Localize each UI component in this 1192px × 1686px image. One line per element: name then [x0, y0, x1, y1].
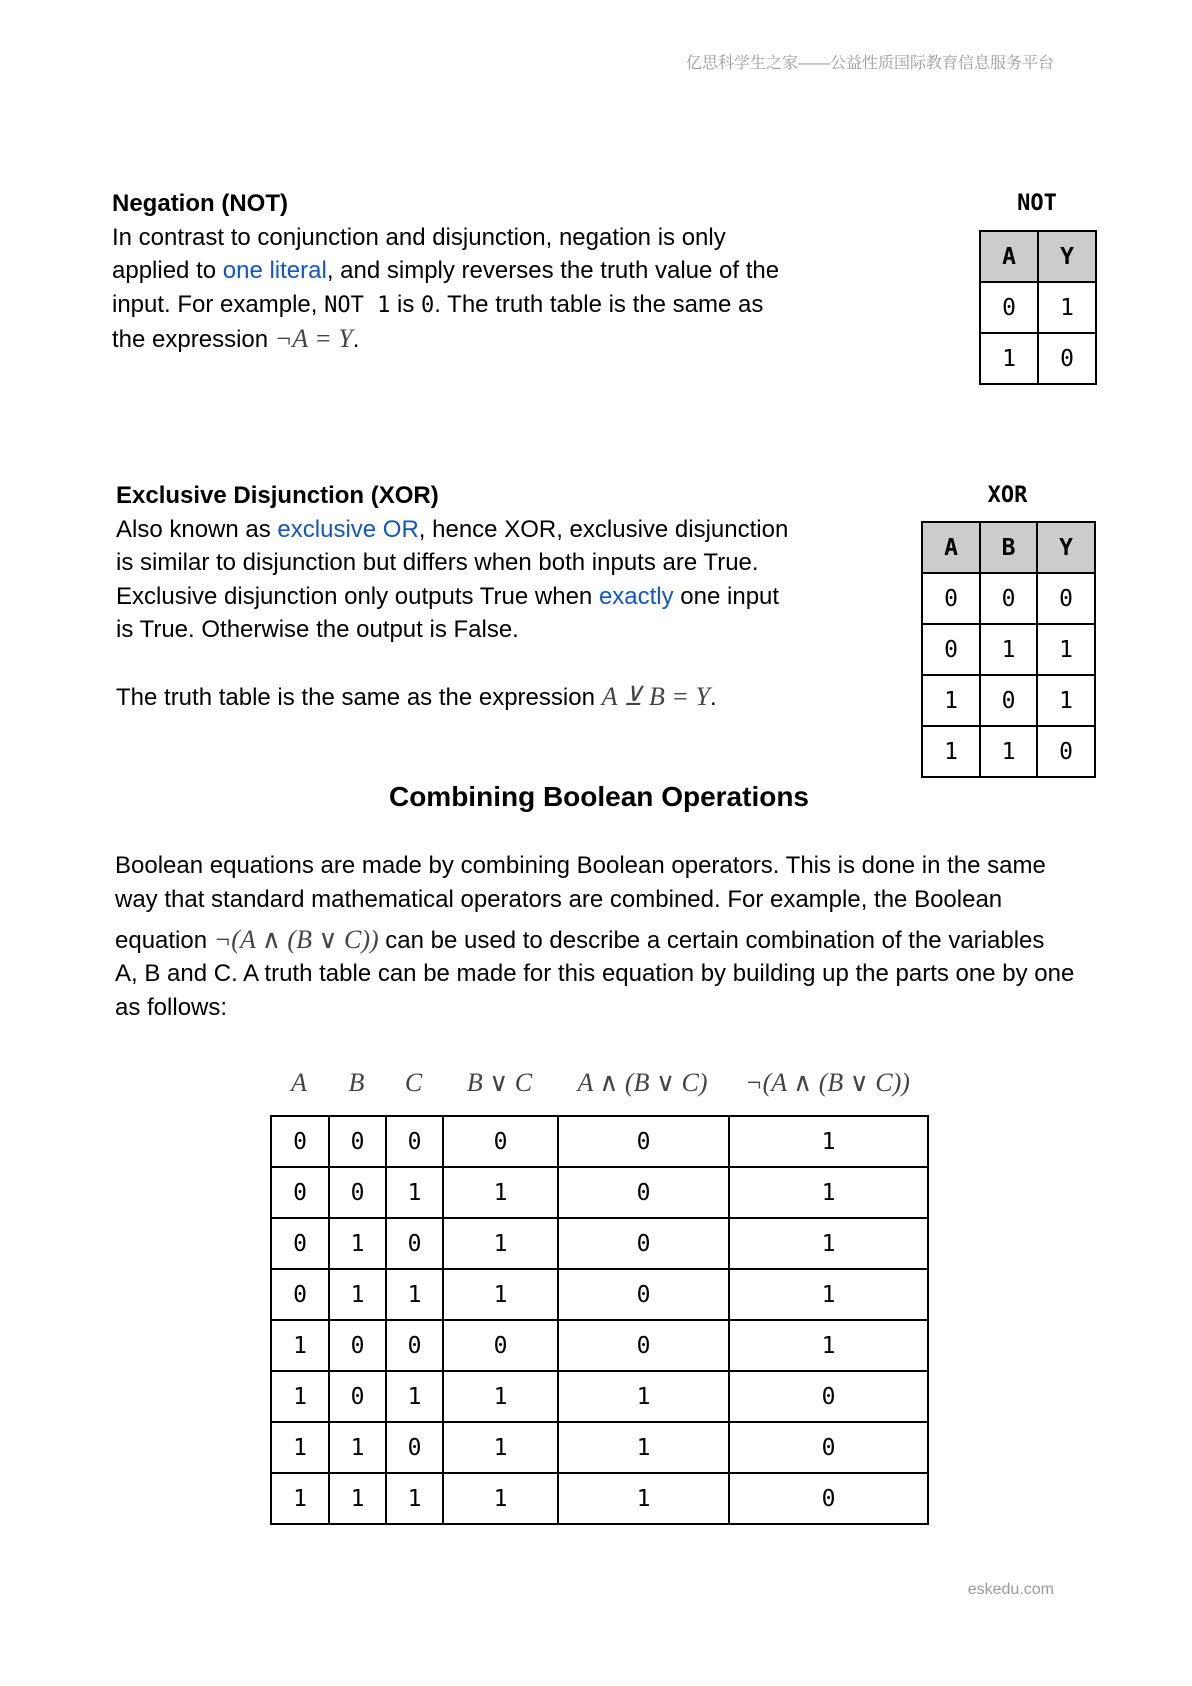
negation-line-2 — [112, 254, 779, 288]
cell-not-result: 1 — [729, 1167, 928, 1218]
negation-line-3 — [112, 288, 779, 323]
cell-c: 0 — [386, 1218, 443, 1269]
table-row — [271, 1269, 928, 1320]
cell-a-and-b-or-c: 1 — [558, 1371, 729, 1422]
table-row — [980, 282, 1096, 333]
header-not-result: ¬(A ∧ (B ∨ C)) — [745, 1068, 910, 1097]
cell-b-or-c: 1 — [443, 1218, 558, 1269]
footer-domain: eskedu.com — [967, 1581, 1054, 1598]
header-b: B — [348, 1068, 365, 1097]
table-row — [271, 1422, 928, 1473]
not-table-header-y: Y — [1038, 231, 1096, 282]
xor-line-2: is similar to disjunction but differs when both inputs are True. — [116, 549, 759, 576]
negation-line-3-text-mid: is — [390, 290, 422, 318]
negation-line-1: In contrast to conjunction and disjunction, negation is only — [112, 223, 726, 251]
cell-b: 1 — [980, 726, 1037, 777]
cell-a: 0 — [271, 1218, 329, 1269]
cell-not-result: 1 — [729, 1269, 928, 1320]
cell-a: 0 — [271, 1116, 329, 1167]
header-site-title: 亿思科学生之家——公益性质国际教育信息服务平台 — [685, 55, 1054, 72]
exclusive-or-link[interactable]: exclusive OR — [277, 515, 419, 543]
cell-a-and-b-or-c: 0 — [558, 1269, 729, 1320]
cell-b: 0 — [329, 1371, 386, 1422]
negation-line-3-text: input. For example, — [112, 290, 325, 318]
xor-line-5 — [116, 680, 788, 715]
cell-b-or-c: 1 — [443, 1473, 558, 1524]
cell-y: 1 — [1037, 675, 1095, 726]
cell-b: 0 — [329, 1167, 386, 1218]
xor-table-title: XOR — [987, 483, 1028, 508]
xor-section — [116, 479, 788, 715]
cell-c: 1 — [386, 1269, 443, 1320]
cell-c: 1 — [386, 1167, 443, 1218]
combining-heading: Combining Boolean Operations — [388, 781, 809, 812]
cell-c: 1 — [386, 1473, 443, 1524]
code-not-1: NOT 1 — [324, 292, 391, 318]
xor-line-4: is True. Otherwise the output is False. — [116, 616, 519, 643]
table-row — [271, 1218, 928, 1269]
table-row — [922, 726, 1095, 777]
cell-a: 1 — [271, 1320, 329, 1371]
negation-section — [112, 187, 779, 357]
cell-b: 1 — [329, 1473, 386, 1524]
cell-a-and-b-or-c: 1 — [558, 1422, 729, 1473]
code-zero: 0 — [421, 292, 435, 318]
combining-line-3 — [115, 923, 1074, 958]
cell-b: 0 — [980, 675, 1037, 726]
cell-b-or-c: 1 — [443, 1422, 558, 1473]
cell-a: 0 — [922, 573, 980, 624]
header-a-and-b-or-c: A ∧ (B ∨ C) — [577, 1068, 708, 1097]
cell-y: 0 — [1037, 573, 1095, 624]
cell-b: 1 — [329, 1422, 386, 1473]
cell-a: 1 — [980, 333, 1038, 384]
xor-line-1 — [116, 513, 788, 547]
cell-b: 1 — [329, 1218, 386, 1269]
cell-b: 0 — [329, 1116, 386, 1167]
cell-y: 0 — [1038, 333, 1096, 384]
xor-table-header-y: Y — [1037, 522, 1095, 573]
cell-b: 1 — [980, 624, 1037, 675]
cell-b-or-c: 0 — [443, 1116, 558, 1167]
cell-y: 1 — [1038, 282, 1096, 333]
xor-truth-table — [921, 521, 1096, 778]
cell-b-or-c: 1 — [443, 1269, 558, 1320]
math-a-xor-b-equals-y: A ⊻ B = Y — [601, 682, 710, 711]
table-header-row — [980, 231, 1096, 282]
cell-a-and-b-or-c: 1 — [558, 1473, 729, 1524]
xor-table-header-b: B — [980, 522, 1037, 573]
not-table-header-a: A — [980, 231, 1038, 282]
header-a: A — [291, 1068, 307, 1097]
xor-table-header-a: A — [922, 522, 980, 573]
header-c: C — [404, 1068, 423, 1097]
cell-not-result: 0 — [729, 1371, 928, 1422]
cell-not-result: 1 — [729, 1218, 928, 1269]
table-row — [271, 1116, 928, 1167]
cell-a-and-b-or-c: 0 — [558, 1167, 729, 1218]
cell-b-or-c: 0 — [443, 1320, 558, 1371]
math-not-a-equals-y: ¬A = Y — [274, 324, 353, 353]
combined-table-headers — [270, 1065, 927, 1101]
cell-not-result: 0 — [729, 1422, 928, 1473]
table-row — [922, 573, 1095, 624]
negation-line-4 — [112, 322, 779, 357]
table-row — [271, 1371, 928, 1422]
cell-b-or-c: 1 — [443, 1167, 558, 1218]
xor-title: Exclusive Disjunction (XOR) — [116, 482, 439, 509]
cell-c: 0 — [386, 1422, 443, 1473]
cell-b: 1 — [329, 1269, 386, 1320]
cell-a-and-b-or-c: 0 — [558, 1218, 729, 1269]
cell-b-or-c: 1 — [443, 1371, 558, 1422]
xor-line-3 — [116, 580, 788, 614]
table-row — [922, 675, 1095, 726]
cell-a: 0 — [271, 1269, 329, 1320]
cell-a-and-b-or-c: 0 — [558, 1116, 729, 1167]
one-literal-link[interactable]: one literal — [222, 257, 327, 284]
negation-line-2-text: applied to — [112, 257, 223, 284]
cell-y: 0 — [1037, 726, 1095, 777]
combining-line-4: A, B and C. A truth table can be made for this equation by building up the parts one by one — [115, 960, 1075, 987]
table-row — [980, 333, 1096, 384]
combining-line-5: as follows: — [115, 993, 228, 1021]
cell-y: 1 — [1037, 624, 1095, 675]
combining-line-3-text-end: can be used to describe a certain combination of the variables — [378, 926, 1045, 954]
combining-line-3-text: equation — [115, 926, 214, 954]
table-row — [271, 1320, 928, 1371]
negation-line-4-text-end: . — [352, 326, 360, 353]
xor-line-3-text-end: one input — [673, 582, 780, 610]
xor-line-1-text: Also known as — [116, 515, 278, 543]
cell-a: 1 — [271, 1371, 329, 1422]
not-truth-table — [979, 230, 1097, 385]
cell-a-and-b-or-c: 0 — [558, 1320, 729, 1371]
combining-section — [115, 849, 1074, 1024]
xor-line-3-text: Exclusive disjunction only outputs True when — [116, 582, 599, 610]
math-not-a-and-b-or-c: ¬(A ∧ (B ∨ C)) — [213, 924, 379, 954]
xor-line-1-text-end: , hence XOR, exclusive disjunction — [418, 515, 789, 543]
table-row — [922, 624, 1095, 675]
negation-line-3-text-end: . The truth table is the same as — [434, 290, 764, 318]
negation-line-2-text-end: , and simply reverses the truth value of the — [326, 257, 780, 284]
not-table-title: NOT — [1017, 191, 1057, 216]
cell-a: 1 — [271, 1473, 329, 1524]
cell-a: 1 — [922, 675, 980, 726]
negation-line-4-text: the expression — [112, 326, 275, 353]
cell-b: 0 — [329, 1320, 386, 1371]
cell-b: 0 — [980, 573, 1037, 624]
table-header-row — [922, 522, 1095, 573]
combined-truth-table — [270, 1115, 929, 1525]
cell-a: 0 — [980, 282, 1038, 333]
cell-a: 1 — [271, 1422, 329, 1473]
table-row — [271, 1473, 928, 1524]
paragraph-spacer — [116, 647, 788, 681]
table-row — [271, 1167, 928, 1218]
exactly-link[interactable]: exactly — [598, 582, 674, 610]
cell-a: 0 — [922, 624, 980, 675]
cell-not-result: 0 — [729, 1473, 928, 1524]
cell-not-result: 1 — [729, 1116, 928, 1167]
negation-title: Negation (NOT) — [112, 190, 288, 217]
combining-line-2: way that standard mathematical operators are combined. For example, the Boolean — [115, 885, 1003, 913]
combining-line-1: Boolean equations are made by combining Boolean operators. This is done in the same — [115, 852, 1046, 879]
xor-line-5-text-end: . — [709, 684, 717, 711]
cell-c: 0 — [386, 1116, 443, 1167]
cell-a: 0 — [271, 1167, 329, 1218]
xor-line-5-text: The truth table is the same as the expression — [116, 684, 602, 711]
cell-c: 1 — [386, 1371, 443, 1422]
cell-c: 0 — [386, 1320, 443, 1371]
header-b-or-c: B ∨ C — [466, 1068, 533, 1097]
cell-not-result: 1 — [729, 1320, 928, 1371]
cell-a: 1 — [922, 726, 980, 777]
